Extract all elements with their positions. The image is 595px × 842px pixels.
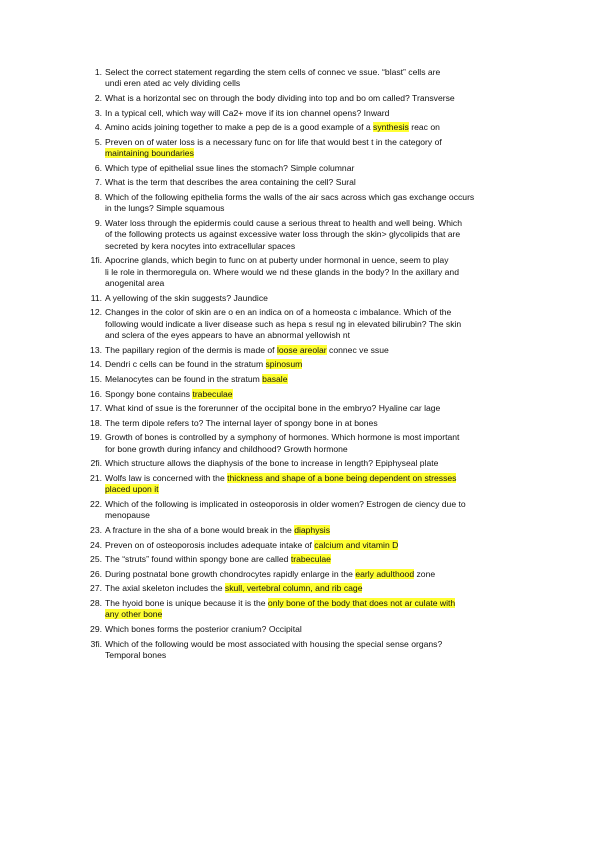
question-number: 9. xyxy=(94,217,102,228)
question-number: 6. xyxy=(94,162,102,173)
highlighted-answer: skull, vertebral column, and rib cage xyxy=(224,583,363,594)
question-number: 22. xyxy=(90,498,102,509)
question-text-segment: connec ve ssue xyxy=(326,344,389,355)
question-item xyxy=(0,583,595,594)
question-number: 25. xyxy=(90,554,102,565)
question-number: 14. xyxy=(90,359,102,370)
question-item xyxy=(0,569,595,580)
question-number: 16. xyxy=(90,388,102,399)
question-line xyxy=(105,650,533,661)
question-line xyxy=(105,624,533,635)
highlighted-answer: only bone of the body that does not ar culate with xyxy=(267,597,456,608)
question-item xyxy=(0,418,595,429)
question-text-segment: During postnatal bone growth chondrocytes rapidly enlarge in the xyxy=(105,568,356,579)
question-text xyxy=(105,163,533,174)
question-item xyxy=(0,218,595,252)
question-text-segment: Which bones forms the posterior cranium? Occipital xyxy=(105,623,302,634)
question-item xyxy=(0,163,595,174)
question-text xyxy=(105,639,533,662)
question-text-segment: Growth of bones is controlled by a symphony of hormones. Which hormone is most important xyxy=(105,432,460,443)
question-text-segment: Wolfs law is concerned with the xyxy=(105,472,228,483)
question-item xyxy=(0,473,595,496)
question-text xyxy=(105,192,533,215)
question-line xyxy=(105,78,533,89)
question-line xyxy=(105,137,533,148)
question-text xyxy=(105,403,533,414)
question-line xyxy=(105,255,533,266)
question-text-segment: li le role in thermoregula on. Where would we nd these glands in the body? In the axillary and xyxy=(105,266,459,277)
question-text xyxy=(105,137,533,160)
question-number: 5. xyxy=(94,136,102,147)
question-line xyxy=(105,330,533,341)
question-number: 3. xyxy=(94,107,102,118)
question-text xyxy=(105,583,533,594)
question-text-segment: Changes in the color of skin are o en an indica on of a homeosta c imbalance. Which of the xyxy=(105,307,452,318)
question-number: 8. xyxy=(94,191,102,202)
question-line xyxy=(105,403,533,414)
question-line xyxy=(105,510,533,521)
question-item xyxy=(0,525,595,536)
highlighted-answer: trabeculae xyxy=(290,554,331,565)
question-line xyxy=(105,93,533,104)
question-number: 1. xyxy=(94,67,102,77)
question-text xyxy=(105,293,533,304)
question-line xyxy=(105,229,533,240)
question-line xyxy=(105,177,533,188)
question-number: 7. xyxy=(94,177,102,188)
question-number: 11. xyxy=(90,292,102,303)
question-text xyxy=(105,458,533,469)
question-line xyxy=(105,374,533,385)
question-item xyxy=(0,137,595,160)
question-line xyxy=(105,639,533,650)
question-line xyxy=(105,569,533,580)
question-text-segment: A yellowing of the skin suggests? Jaundice xyxy=(105,292,268,303)
question-text-segment: Apocrine glands, which begin to func on at puberty under hormonal in uence, seem to play xyxy=(105,255,449,266)
question-item xyxy=(0,67,595,90)
question-line xyxy=(105,540,533,551)
question-number: 19. xyxy=(90,432,102,443)
question-text-segment: The “struts” found within spongy bone are called xyxy=(105,554,291,565)
question-item xyxy=(0,122,595,133)
question-text-segment: Preven on of water loss is a necessary func on for life that would best t in the category of xyxy=(105,136,442,147)
question-text xyxy=(105,525,533,536)
question-text-segment: Preven on of osteoporosis includes adequate intake of xyxy=(105,539,315,550)
highlighted-answer: trabeculae xyxy=(192,388,233,399)
question-text-segment: What kind of ssue is the forerunner of the occipital bone in the embryo? Hyaline car lage xyxy=(105,403,441,414)
question-line xyxy=(105,598,533,609)
question-text xyxy=(105,473,533,496)
question-line xyxy=(105,359,533,370)
question-line xyxy=(105,444,533,455)
question-text xyxy=(105,598,533,621)
highlighted-answer: maintaining boundaries xyxy=(105,148,194,159)
question-item xyxy=(0,389,595,400)
highlighted-answer: early adulthood xyxy=(355,568,415,579)
question-line xyxy=(105,583,533,594)
question-item xyxy=(0,192,595,215)
question-line xyxy=(105,241,533,252)
question-number: 27. xyxy=(90,583,102,594)
question-number: 23. xyxy=(90,524,102,535)
highlighted-answer: thickness and shape of a bone being dependent on stresses xyxy=(227,472,457,483)
question-text-segment: of the following protects us against excessive water loss through the skin> glycolipids that are xyxy=(105,229,461,240)
highlighted-answer: synthesis xyxy=(373,122,409,133)
question-text xyxy=(105,345,533,356)
question-line xyxy=(105,484,533,495)
question-text xyxy=(105,374,533,385)
question-text-segment: reac on xyxy=(408,122,440,133)
question-line xyxy=(105,432,533,443)
question-line xyxy=(105,293,533,304)
question-number: 12. xyxy=(90,307,102,318)
question-number: 2fi. xyxy=(90,458,102,469)
question-item xyxy=(0,432,595,455)
question-text-segment: The term dipole refers to? The internal layer of spongy bone in at bones xyxy=(105,417,378,428)
question-item xyxy=(0,403,595,414)
highlighted-answer: diaphysis xyxy=(294,524,331,535)
question-text-segment: Select the correct statement regarding the stem cells of connec ve ssue. “blast” cells are xyxy=(105,67,441,77)
question-number: 28. xyxy=(90,597,102,608)
question-text xyxy=(105,540,533,551)
question-text xyxy=(105,122,533,133)
question-number: 3fi. xyxy=(90,638,102,649)
question-number: 1fi. xyxy=(90,255,102,266)
question-number: 15. xyxy=(90,373,102,384)
question-line xyxy=(105,203,533,214)
question-text-segment: and sclera of the eyes appears to have an abnormal yellowish nt xyxy=(105,330,351,341)
question-number: 17. xyxy=(90,403,102,414)
question-text-segment: Dendri c cells can be found in the stratum xyxy=(105,359,266,370)
question-text xyxy=(105,432,533,455)
question-number: 13. xyxy=(90,344,102,355)
question-item xyxy=(0,598,595,621)
question-text xyxy=(105,418,533,429)
question-text xyxy=(105,359,533,370)
question-text-segment: menopause xyxy=(105,510,150,521)
question-item xyxy=(0,177,595,188)
question-line xyxy=(105,163,533,174)
question-item xyxy=(0,345,595,356)
question-item xyxy=(0,307,595,341)
question-text-segment: anogenital area xyxy=(105,278,165,289)
question-text-segment: The papillary region of the dermis is made of xyxy=(105,344,277,355)
question-text xyxy=(105,177,533,188)
question-number: 24. xyxy=(90,539,102,550)
question-line xyxy=(105,67,533,78)
question-number: 2. xyxy=(94,93,102,103)
question-line xyxy=(105,473,533,484)
question-text xyxy=(105,255,533,289)
question-text xyxy=(105,67,533,90)
question-text-segment: Temporal bones xyxy=(105,649,167,660)
question-text-segment: In a typical cell, which way will Ca2+ move if its ion channel opens? Inward xyxy=(105,107,390,118)
question-item xyxy=(0,554,595,565)
question-item xyxy=(0,108,595,119)
highlighted-answer: placed upon it xyxy=(105,484,159,495)
highlighted-answer: basale xyxy=(262,373,288,384)
question-text-segment: Which type of epithelial ssue lines the stomach? Simple columnar xyxy=(105,162,355,173)
question-line xyxy=(105,108,533,119)
question-text-segment: Which structure allows the diaphysis of the bone to increase in length? Epiphyseal plate xyxy=(105,458,439,469)
question-text-segment: Spongy bone contains xyxy=(105,388,193,399)
question-item xyxy=(0,359,595,370)
question-text xyxy=(105,389,533,400)
question-item xyxy=(0,624,595,635)
highlighted-answer: any other bone xyxy=(105,609,163,620)
question-item xyxy=(0,499,595,522)
question-line xyxy=(105,458,533,469)
question-text xyxy=(105,307,533,341)
question-item xyxy=(0,255,595,289)
question-text-segment: zone xyxy=(414,568,436,579)
question-line xyxy=(105,389,533,400)
question-text-segment: secreted by kera nocytes into extracellular spaces xyxy=(105,240,296,251)
question-line xyxy=(105,345,533,356)
question-item xyxy=(0,540,595,551)
question-line xyxy=(105,499,533,510)
question-item xyxy=(0,639,595,662)
highlighted-answer: spinosum xyxy=(265,359,303,370)
question-line xyxy=(105,192,533,203)
question-text-segment: in the lungs? Simple squamous xyxy=(105,203,225,214)
highlighted-answer: calcium and vitamin D xyxy=(314,539,399,550)
question-text-segment: What is a horizontal sec on through the body dividing into top and bo om called? Transverse xyxy=(105,93,455,103)
question-text-segment: Water loss through the epidermis could cause a serious threat to health and well being. Which xyxy=(105,217,462,228)
question-text-segment: What is the term that describes the area containing the cell? Sural xyxy=(105,177,356,188)
question-line xyxy=(105,525,533,536)
question-text-segment: Which of the following epithelia forms the walls of the air sacs across which gas exchange occurs xyxy=(105,191,475,202)
question-text-segment: Amino acids joining together to make a pep de is a good example of a xyxy=(105,122,374,133)
question-text-segment: Which of the following is implicated in osteoporosis in older women? Estrogen de ciency due to xyxy=(105,498,466,509)
question-text-segment: following would indicate a liver disease such as hepa s resul ng in elevated bilirubin? The skin xyxy=(105,318,462,329)
question-text-segment: A fracture in the sha of a bone would break in the xyxy=(105,524,295,535)
question-line xyxy=(105,148,533,159)
question-list xyxy=(0,67,595,665)
question-text xyxy=(105,93,533,104)
question-text xyxy=(105,108,533,119)
question-text xyxy=(105,624,533,635)
question-number: 21. xyxy=(90,472,102,483)
question-item xyxy=(0,374,595,385)
question-number: 26. xyxy=(90,568,102,579)
question-line xyxy=(105,609,533,620)
question-line xyxy=(105,554,533,565)
question-line xyxy=(105,319,533,330)
question-item xyxy=(0,93,595,104)
question-text xyxy=(105,569,533,580)
question-line xyxy=(105,122,533,133)
question-text xyxy=(105,499,533,522)
question-item xyxy=(0,458,595,469)
question-text-segment: Which of the following would be most associated with housing the special sense organs? xyxy=(105,638,443,649)
question-number: 29. xyxy=(90,623,102,634)
question-item xyxy=(0,293,595,304)
question-line xyxy=(105,278,533,289)
question-text-segment: for bone growth during infancy and childhood? Growth hormone xyxy=(105,443,348,454)
question-text-segment: undi eren ated ac vely dividing cells xyxy=(105,78,241,89)
question-line xyxy=(105,218,533,229)
question-number: 18. xyxy=(90,417,102,428)
question-text-segment: Melanocytes can be found in the stratum xyxy=(105,373,263,384)
question-line xyxy=(105,267,533,278)
question-text xyxy=(105,554,533,565)
highlighted-answer: loose areolar xyxy=(276,344,327,355)
question-text xyxy=(105,218,533,252)
question-number: 4. xyxy=(94,122,102,133)
question-line xyxy=(105,418,533,429)
question-line xyxy=(105,307,533,318)
question-text-segment: The hyoid bone is unique because it is the xyxy=(105,597,268,608)
question-text-segment: The axial skeleton includes the xyxy=(105,583,225,594)
